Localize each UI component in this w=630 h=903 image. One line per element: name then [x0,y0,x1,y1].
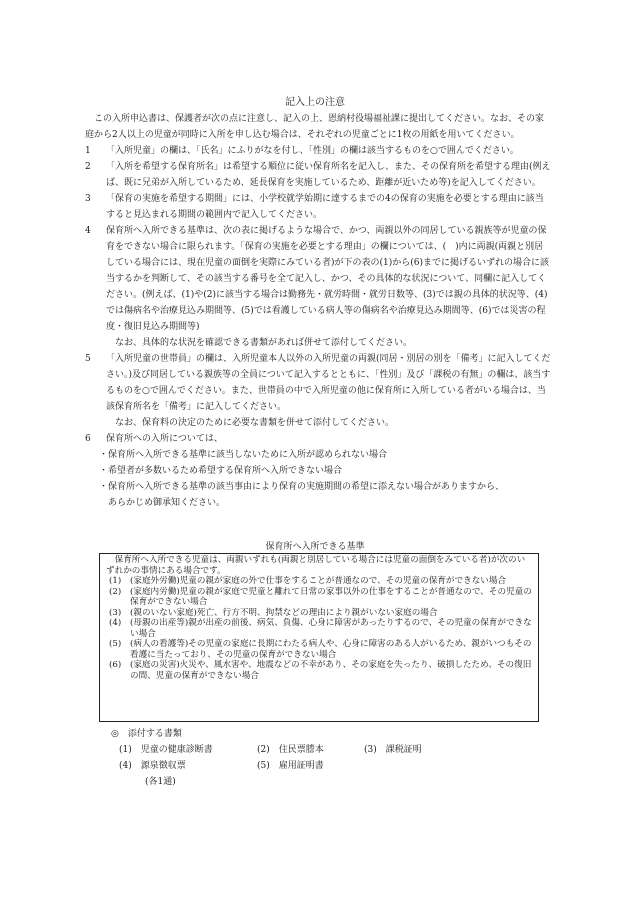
item-number: 6 [85,434,91,444]
criteria-number: (4) [109,618,122,628]
instruction-item-1 [85,143,551,159]
instruction-item-2 [85,159,551,191]
item-number: 2 [85,162,91,172]
attachments-row [105,758,545,774]
page-title: 記入上の注意 [285,97,345,108]
instruction-item-6 [85,431,551,447]
criteria-item-3 [106,608,532,619]
item-text: 「入所児童の世帯員」の欄は、入所児童本人以外の入所児童の両親(同居・別居の別を「備考」に記入してください。)及び同居している親族等の全員について記入するとともに、「性別」及び「課税の有無」の欄は、該当するものを○で囲んでください。また、世帯員の中で入所児童の他に保育所に入所している者がいる場合は、当該保育所名を「備考」に記入してください。 [106,354,551,412]
item-number: 1 [85,146,91,156]
attachment-item: (1) 児童の健康診断書 [119,745,213,755]
attachments-quantity-note: (各1通) [145,777,176,787]
item-text: 「入所を希望する保育所名」は希望する順位に従い保育所名を記入し、また、その保育所を希望する理由(例えば、既に兄弟が入所しているため、延長保育を実施しているため、距離が近いため等)を記入してください。 [106,162,551,188]
bullet-line: ・希望者が多数いるため希望する保育所へ入所できない場合 [99,466,343,476]
item-number: 4 [85,226,91,236]
item-text: 「入所児童」の欄は、「氏名」にふりがなを付し、「性別」の欄は該当するものを○で囲んでください。 [106,146,519,156]
criteria-box [99,553,539,722]
attachment-item: (4) 源泉徴収票 [119,761,186,771]
criteria-text: (母親の出産等)親が出産の前後、病気、負傷、心身に障害があったりするので、その児童の保育ができない場合 [130,618,532,639]
criteria-text: (家庭外労働)児童の親が家庭の外で仕事をすることが普通なので、その児童の保育ができない場合 [130,576,507,586]
criteria-number: (2) [109,586,122,597]
criteria-lead: 保育所へ入所できる児童は、両親いずれも(両親と別居している場合には児童の面倒をみている者)が次のいずれかの事情にある場合です。 [106,555,526,576]
instruction-item-3 [85,191,551,223]
instruction-item-5 [85,351,551,415]
item-text: 保育所への入所については、 [106,434,223,444]
item-5-note: なお、保育料の決定のために必要な書類を併せて添付してください。 [115,418,395,428]
criteria-number: (6) [109,660,122,670]
criteria-number: (3) [109,607,122,618]
attachment-item: (5) 雇用証明書 [257,761,324,771]
criteria-title: 保育所へ入所できる基準 [265,542,365,552]
criteria-text: (家庭内労働)児童の親が家庭で児童と離れて日常の家事以外の仕事をすることが普通なので、その児童の保育ができない場合 [130,586,532,607]
criteria-text: (家庭の災害)火災や、風水害や、地震などの不幸があり、その家庭を失ったり、破損したため、その復旧の間、児童の保育ができない場合 [130,660,532,681]
instruction-item-4 [85,223,551,335]
criteria-number: (5) [109,639,122,649]
bullet-line: あらかじめ御承知ください。 [99,498,226,508]
criteria-item-6 [106,660,532,681]
attachment-item: (3) 課税証明 [364,745,422,755]
bullet-line: ・保育所へ入所できる基準に該当しないために入所が認められない場合 [99,450,388,460]
item-text: 「保育の実施を希望する期間」には、小学校就学始期に達するまでの4の保育の実施を必要とする理由に該当すると見込まれる期間の範囲内で記入してください。 [106,194,544,220]
criteria-number: (1) [109,576,122,586]
intro-paragraph: この入所申込書は、保護者が次の点に注意し、記入の上、恩納村役場福祉課に提出してください。なお、その家庭から2人以上の児童が同時に入所を申し込む場合は、それぞれの児童ごとに1枚の用紙を用いてください。 [85,114,545,140]
criteria-item-4 [106,618,532,639]
item-4-note: なお、具体的な状況を確認できる書類があれば併せて添付してください。 [115,338,413,348]
criteria-item-5 [106,639,532,660]
attachments-row [105,742,545,758]
attachment-item: (2) 住民票謄本 [257,745,324,755]
item-number: 5 [85,354,91,364]
attachment-item [364,758,484,774]
criteria-item-1 [106,576,532,587]
item-text: 保育所へ入所できる基準は、次の表に掲げるような場合で、かつ、両親以外の同居している親族等が児童の保育をできない場合に限られます。「保育の実施を必要とする理由」の欄については、( )内に両親(両親と別居している場合には、現在児童の面倒を実際にみている者)が下の表の(1)から(6)までに掲げるいずれの場合に該当するかを判断して、その該当する番号を全て記入し、かつ、その具体的な状況について、同欄に記入してください。(例えば、(1)や(2)に該当する場合は勤務先・就労時間・就労日数等、(3)では親の具体的状況等、(4)では傷病名や治療見込み期間等、(5)では看護している病人等の傷病名や治療見込み期間等、(6)では災害の程度・復旧見込み期間等) [106,226,550,332]
bullet-line: ・保育所へ入所できる基準の該当事由により保育の実施期間の希望に添えない場合がありますから、 [99,482,505,492]
attachments-section [105,726,545,790]
item-number: 3 [85,194,91,204]
criteria-text: (病人の看護等)その児童の家庭に長期にわたる病人や、心身に障害のある人がいるため、親がいつもその看護に当たっており、その児童の保育ができない場合 [130,639,532,660]
criteria-text: (親のいない家庭)死亡、行方不明、拘禁などの理由により親がいない家庭の場合 [130,607,438,618]
instructions-body [85,111,551,511]
criteria-item-2 [106,587,532,608]
attachments-heading: ◎ 添付する書類 [111,729,182,739]
